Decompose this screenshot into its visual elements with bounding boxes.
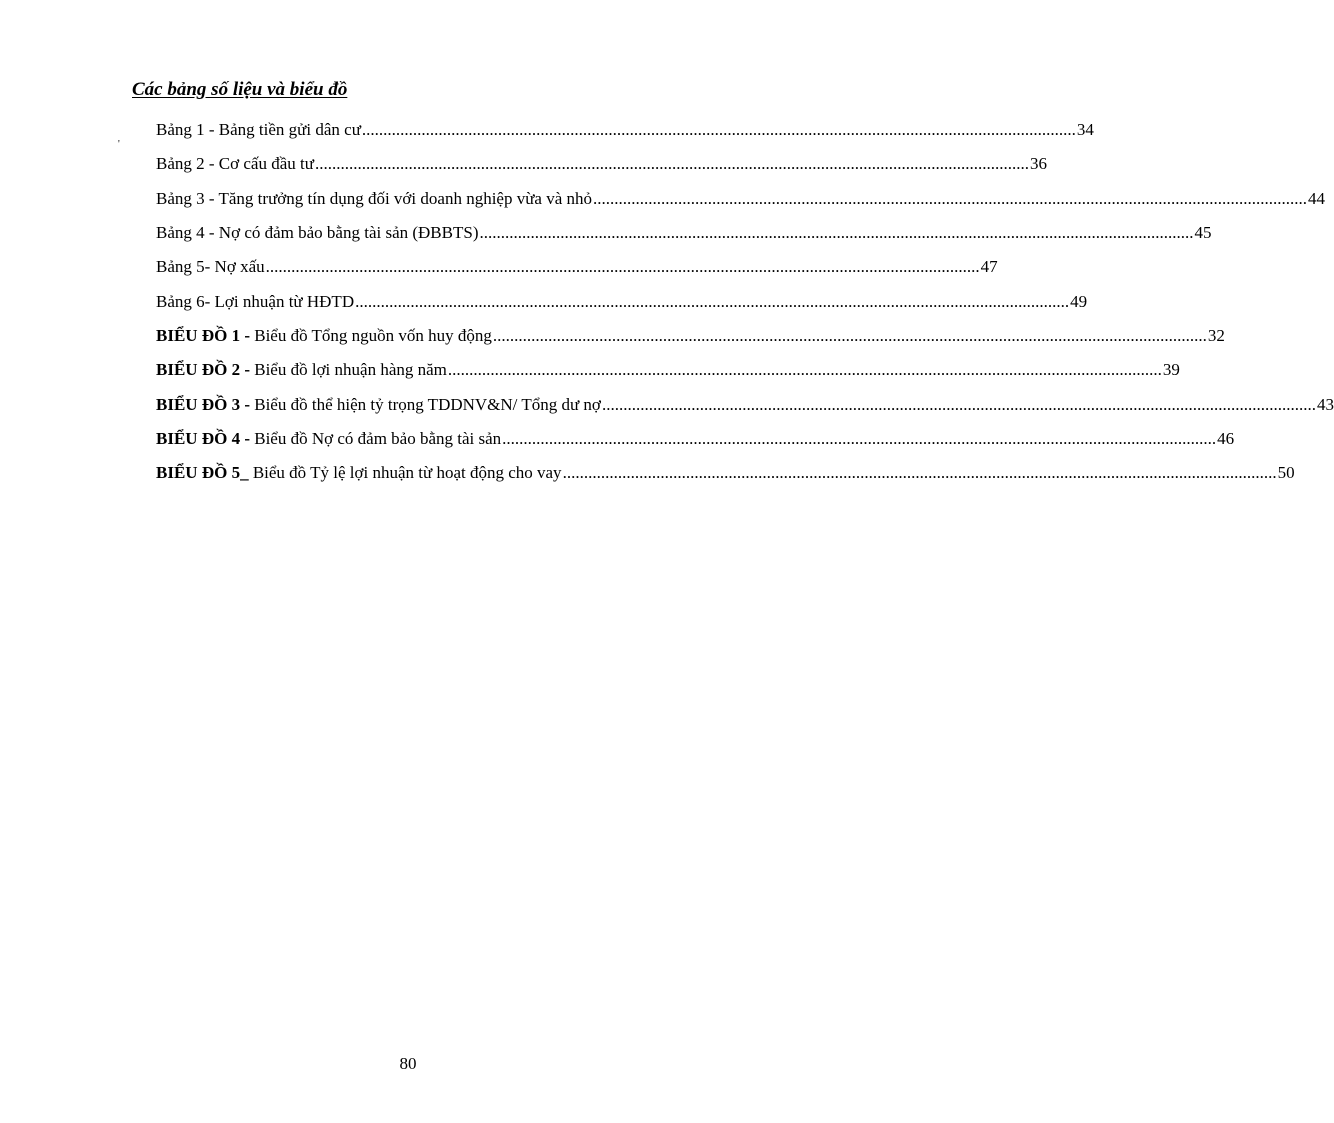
toc-dot-leader: ........................................................................................................................................................................	[355, 291, 1070, 311]
toc-entry-prefix: BIỂU ĐỒ 2 -	[156, 360, 255, 380]
toc-entry-prefix: Bảng 4 -	[156, 223, 219, 243]
toc-entry-page: 50	[1277, 463, 1295, 483]
toc-entry-prefix: Bảng 2 -	[156, 154, 219, 174]
toc-entry-label	[156, 120, 361, 140]
toc-entry-page: 45	[1194, 223, 1212, 243]
toc-dot-leader: ........................................................................................................................................................................	[314, 154, 1029, 174]
toc-entry-title: Bảng tiền gửi dân cư	[218, 120, 361, 140]
toc-entry-page: 46	[1217, 428, 1235, 448]
toc-dot-leader: ........................................................................................................................................................................	[593, 188, 1308, 208]
toc-entry-label	[156, 463, 562, 483]
toc-entry-prefix: Bảng 1 -	[156, 120, 219, 140]
toc-entry-page: 49	[1070, 291, 1088, 311]
toc-entry	[156, 284, 1088, 318]
toc-dot-leader: ........................................................................................................................................................................	[479, 223, 1194, 243]
toc-entry	[156, 353, 1180, 387]
toc-entry-label	[156, 223, 479, 243]
toc-entry-label	[156, 360, 447, 380]
page-number: 80	[399, 1054, 417, 1073]
toc-entry	[156, 456, 1295, 490]
toc-entry-label	[156, 292, 354, 312]
toc-entry-title: Nợ xấu	[214, 257, 265, 277]
toc-entry-title: Biểu đồ thể hiện tỷ trọng TDDNV&N/ Tổng dư nợ	[254, 394, 601, 414]
toc-dot-leader: ........................................................................................................................................................................	[492, 325, 1207, 345]
toc-entry	[156, 250, 998, 284]
toc-entry-page: 39	[1162, 360, 1180, 380]
toc-entry-title: Biểu đồ Nợ có đảm bảo bằng tài sản	[254, 428, 502, 448]
toc-entry-prefix: BIỂU ĐỒ 5_	[156, 463, 253, 483]
toc-entry	[156, 216, 1212, 250]
toc-entry	[156, 319, 1225, 353]
toc-entry-title: Biểu đồ Tỷ lệ lợi nhuận từ hoạt động cho vay	[252, 463, 562, 483]
toc-dot-leader: ........................................................................................................................................................................	[265, 257, 980, 277]
toc-dot-leader: ........................................................................................................................................................................	[562, 463, 1277, 483]
toc-entry-title: Lợi nhuận từ HĐTD	[214, 291, 355, 311]
toc-entry-prefix: BIỂU ĐỒ 3 -	[156, 394, 255, 414]
toc-entry-label	[156, 257, 265, 277]
table-of-figures	[156, 113, 1334, 490]
section-heading: Các bảng số liệu và biểu đồ	[132, 79, 348, 100]
toc-entry-page: 36	[1029, 154, 1047, 174]
toc-entry	[156, 182, 1326, 216]
toc-dot-leader: ........................................................................................................................................................................	[361, 120, 1076, 140]
toc-entry-label	[156, 326, 492, 346]
toc-dot-leader: ........................................................................................................................................................................	[447, 360, 1162, 380]
toc-entry-title: Biểu đồ lợi nhuận hàng năm	[254, 360, 447, 380]
toc-entry	[156, 387, 1334, 421]
toc-entry-label	[156, 189, 592, 209]
toc-entry-page: 34	[1076, 120, 1094, 140]
toc-entry-prefix: BIỂU ĐỒ 1 -	[156, 325, 255, 345]
toc-entry	[156, 113, 1094, 147]
toc-entry	[156, 147, 1047, 181]
toc-entry-title: Tăng trưởng tín dụng đối với doanh nghiệp vừa và nhỏ	[218, 188, 593, 208]
toc-entry-title: Cơ cấu đầu tư	[218, 154, 314, 174]
toc-entry-prefix: Bảng 6-	[156, 291, 215, 311]
toc-entry-title: Biểu đồ Tổng nguồn vốn huy động	[254, 325, 492, 345]
toc-entry-label	[156, 154, 314, 174]
toc-entry-page: 47	[980, 257, 998, 277]
toc-entry-page: 44	[1308, 188, 1326, 208]
stray-mark: '	[118, 139, 120, 150]
toc-entry-prefix: BIỂU ĐỒ 4 -	[156, 428, 255, 448]
toc-entry-prefix: Bảng 5-	[156, 257, 215, 277]
toc-entry	[156, 422, 1235, 456]
toc-entry-page: 43	[1316, 394, 1334, 414]
toc-dot-leader: ........................................................................................................................................................................	[502, 428, 1217, 448]
toc-entry-label	[156, 429, 501, 449]
toc-entry-page: 32	[1207, 325, 1225, 345]
toc-dot-leader: ........................................................................................................................................................................	[601, 394, 1316, 414]
toc-entry-prefix: Bảng 3 -	[156, 188, 219, 208]
toc-entry-label	[156, 395, 601, 415]
toc-entry-title: Nợ có đảm bảo bằng tài sản (ĐBBTS)	[218, 223, 479, 243]
